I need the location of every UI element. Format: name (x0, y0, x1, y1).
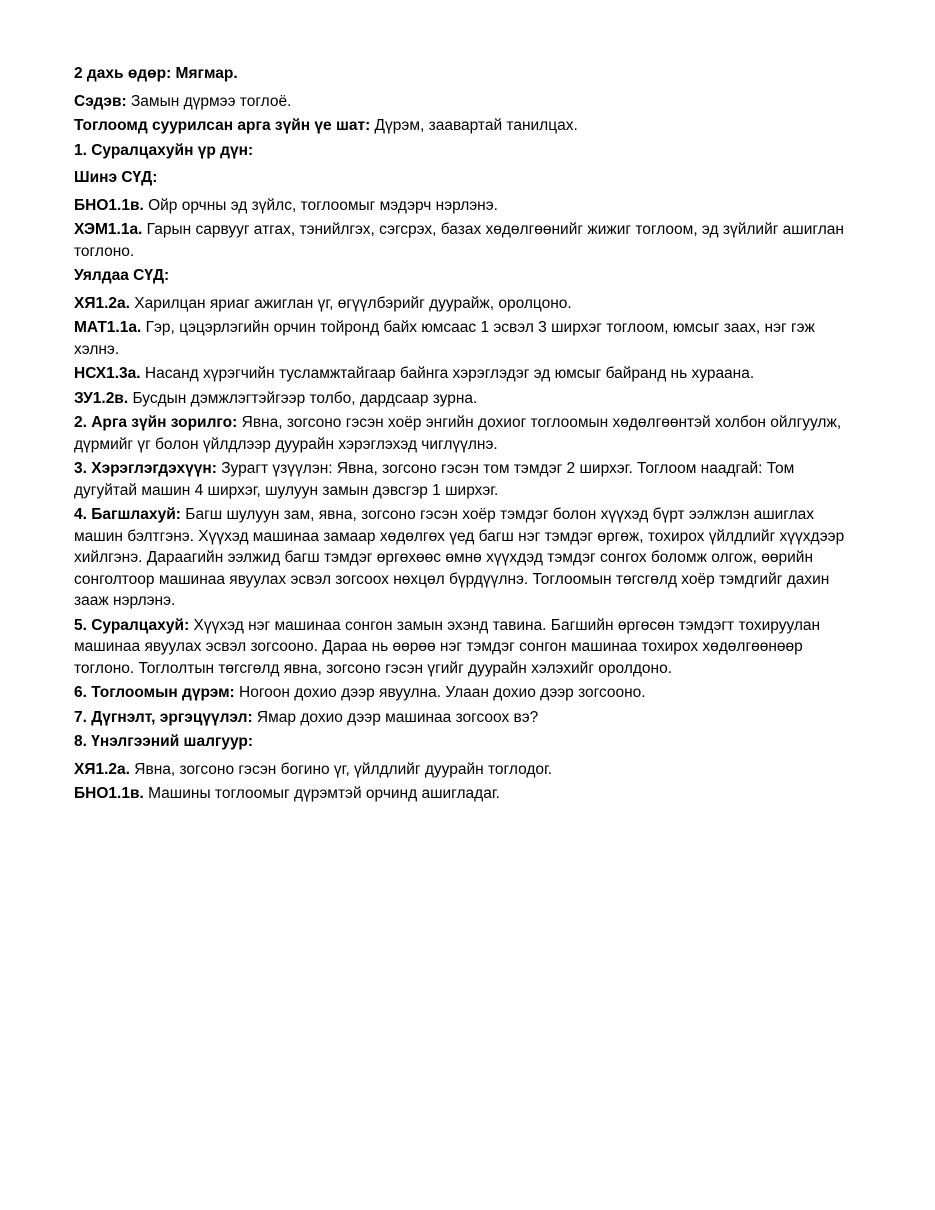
outcome-code: ХЯ1.2а. (74, 294, 130, 312)
section-teaching (74, 504, 859, 612)
topic-line (74, 91, 859, 113)
criteria-text: Машины тоглоомыг дүрэмтэй орчинд ашигладаг. (143, 785, 500, 802)
outcome-item (74, 219, 859, 262)
section-heading: 8. Үнэлгээний шалгуур: (74, 733, 254, 750)
criteria-code: БНО1.1в. (74, 785, 144, 802)
outcome-text: Насанд хүрэгчийн тусламжтайгаар байнга хэрэглэдэг эд юмсыг байранд нь хураана. (140, 365, 755, 382)
method-stage-line (74, 115, 859, 137)
section-reflection (74, 707, 859, 729)
outcome-text: Харилцан яриаг ажиглан үг, өгүүлбэрийг дуурайж, оролцоно. (129, 294, 572, 312)
section-heading: 3. Хэрэглэгдэхүүн: (74, 460, 217, 477)
topic-text: Замын дүрмээ тоглоё. (126, 92, 292, 110)
outcome-code: БНО1.1в. (74, 196, 144, 214)
section-heading: 7. Дүгнэлт, эргэцүүлэл: (74, 708, 253, 726)
subheading-label: Уялдаа СҮД: (74, 267, 170, 284)
section-text: Зурагт үзүүлэн: Явна, зогсоно гэсэн том тэмдэг 2 ширхэг. Тоглоом наадгай: Том дугуйтай машин 4 ширхэг, шулуун замын дэвсгэр 1 ширхэг. (74, 460, 795, 499)
criteria-text: Явна, зогсоно гэсэн богино үг, үйлдлийг дуурайн тоглодог. (129, 760, 553, 778)
section-materials (74, 458, 859, 501)
document-page (74, 63, 859, 808)
criteria-item (74, 783, 859, 805)
section-assessment-criteria (74, 731, 859, 753)
section-learning-outcomes (74, 140, 859, 162)
outcome-text: Гэр, цэцэрлэгийн орчин тойронд байх юмсаас 1 эсвэл 3 ширхэг тоглоом, юмсыг заах, нэг гэж хэлнэ. (74, 319, 815, 358)
day-label: 2 дахь өдөр: Мягмар. (74, 65, 238, 82)
subheading-related-outcomes (74, 265, 859, 287)
section-heading: 2. Арга зүйн зорилго: (74, 414, 238, 431)
outcome-item (74, 317, 859, 360)
section-heading: 1. Суралцахуйн үр дүн: (74, 141, 254, 159)
outcome-item (74, 195, 859, 217)
outcome-code: ЗУ1.2в. (74, 389, 129, 407)
section-text: Багш шулуун зам, явна, зогсоно гэсэн хоёр тэмдэг болон хүүхэд бүрт ээлжлэн ашиглах машин бэлтгэнэ. Хүүхэд машинаа замаар хөдөлгөх үед багш нэг тэмдэг өргөж, тохирох үйлдлийг хүүхдээр хийлгэнэ. Дараагийн ээлжид багш тэмдэг өргөхөөс өмнө хүүхдэд тэмдэг сонгох боломж олгож, өөрийн сонголтоор машинаа явуулах эсвэл зогсоох нөхцөл бүрдүүлнэ. Тоглоомын төгсгөлд хоёр тэмдгийг дахин зааж нэрлэнэ. (74, 506, 845, 609)
outcome-item (74, 293, 859, 315)
topic-label: Сэдэв: (74, 92, 127, 110)
criteria-item (74, 759, 859, 781)
subheading-label: Шинэ СҮД: (74, 169, 158, 186)
outcome-item (74, 388, 859, 410)
outcome-text: Ойр орчны эд зүйлс, тоглоомыг мэдэрч нэрлэнэ. (143, 196, 498, 214)
outcome-code: НСХ1.3а. (74, 365, 141, 382)
section-game-rules (74, 682, 859, 704)
section-heading: 4. Багшлахуй: (74, 506, 181, 523)
method-stage-label: Тоглоомд суурилсан арга зүйн үе шат: (74, 117, 371, 134)
outcome-code: МАТ1.1а. (74, 319, 142, 336)
section-heading: 6. Тоглоомын дүрэм: (74, 684, 235, 701)
method-stage-text: Дүрэм, заавартай танилцах. (370, 117, 578, 134)
outcome-text: Бусдын дэмжлэгтэйгээр толбо, дардсаар зурна. (128, 389, 478, 407)
outcome-code: ХЭМ1.1а. (74, 221, 143, 238)
outcome-text: Гарын сарвууг атгах, тэнийлгэх, сэгсрэх, базах хөдөлгөөнийг жижиг тоглоом, эд зүйлийг ашиглан тоглоно. (74, 221, 844, 260)
subheading-new-outcomes (74, 167, 859, 189)
section-text: Ногоон дохио дээр явуулна. Улаан дохио дээр зогсооно. (234, 684, 646, 701)
section-learning (74, 615, 859, 680)
section-text: Хүүхэд нэг машинаа сонгон замын эхэнд тавина. Багшийн өргөсөн тэмдэгт тохируулан машинаа явуулах эсвэл зогсооно. Дараа нь өөрөө нэг тэмдэг сонгон машинаа тохирох хөдөлгөөнөөр тоглоно. Тоглолтын төгсгөлд явна, зогсоно гэсэн үгийг дуурайн хэлэхийг оролдоно. (74, 616, 821, 677)
outcome-item (74, 363, 859, 385)
section-text: Ямар дохио дээр машинаа зогсоох вэ? (252, 708, 539, 726)
section-heading: 5. Суралцахуй: (74, 616, 190, 634)
criteria-code: ХЯ1.2а. (74, 760, 130, 778)
day-heading (74, 63, 859, 85)
section-text: Явна, зогсоно гэсэн хоёр энгийн дохиог тоглоомын хөдөлгөөнтэй холбон ойлгуулж, дүрмийг үг болон үйлдлээр дуурайн хэрэглэхэд чиглүүлнэ. (74, 414, 842, 453)
section-method-goal (74, 412, 859, 455)
